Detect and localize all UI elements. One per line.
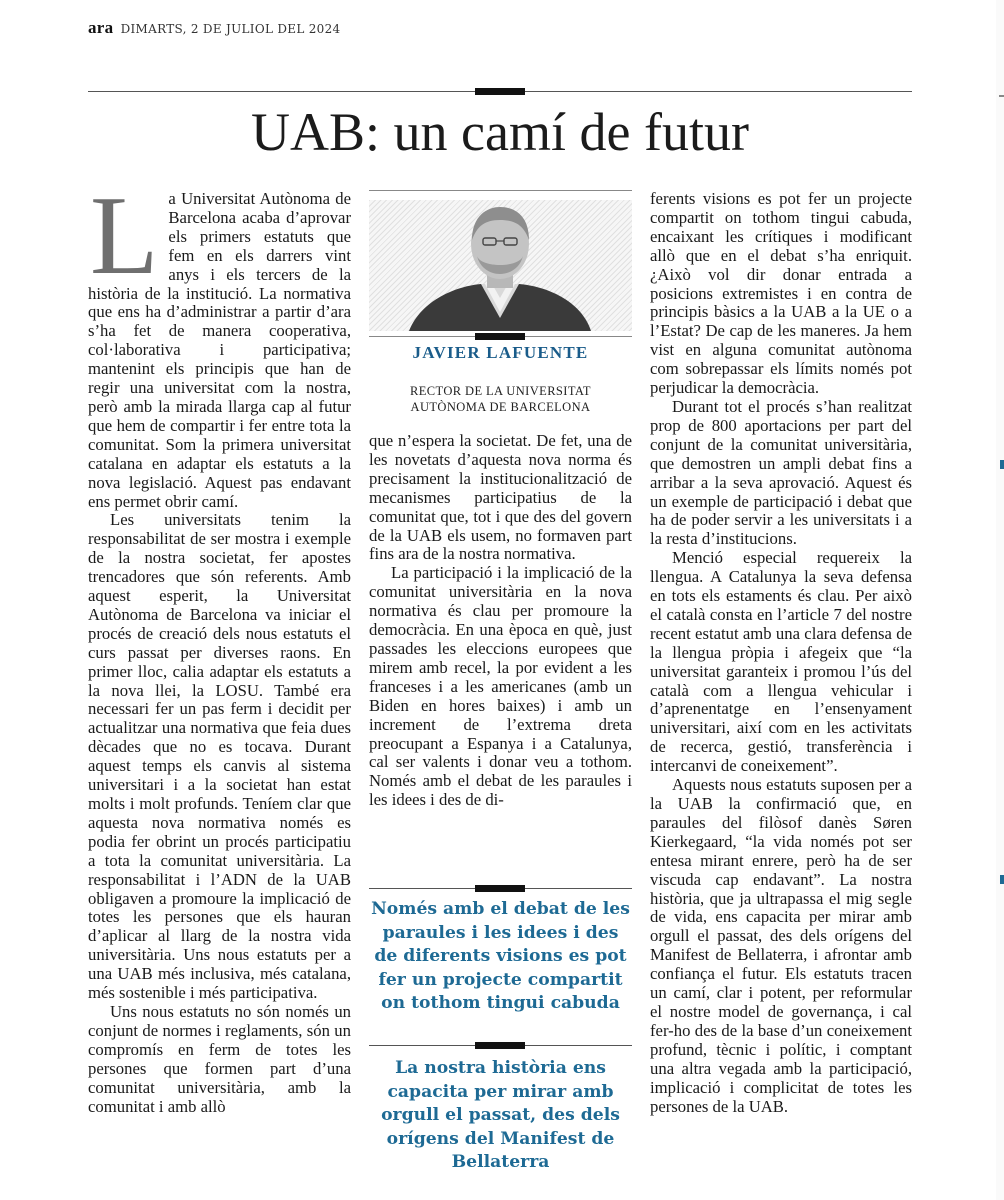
pullquote-1-accent xyxy=(475,885,525,892)
pullquote-2-accent xyxy=(475,1042,525,1049)
article-column-2 xyxy=(369,432,632,810)
author-divider-accent xyxy=(475,333,525,340)
author-name: JAVIER LAFUENTE xyxy=(412,343,589,362)
author-role xyxy=(369,383,632,415)
paragraph-4: La participació i la implicació de la comunitat universitària en la nova normativa és clau per promoure la democràcia. En una època en què, just passades les eleccions europees que mirem amb recel, la por evident a les franceses i a les americanes (amb un Biden en hores baixes) i amb un increment de l’extrema dreta preocupant a Espanya i a Catalunya, cal ser valents i donar veu a tothom. Només amb el debat de les paraules i les idees i des de di- xyxy=(369,563,632,810)
article-column-1 xyxy=(88,174,351,1116)
paragraph-1: a Universitat Autònoma de Barcelona acaba d’aprovar els primers estatuts que fem en els darrers vint anys i els tercers de la història de la institució. La normativa que ens ha d’administrar a partir d’ara s’ha fet de manera cooperativa, col·laborativa i participativa; mantenint els principis que han de regir una universitat com la nostra, però amb la mirada llarga cap al futur que hem de compartir i fer entre tota la comunitat. Som la primera universitat catalana en adaptar els estatuts a la nova legislació. Aquest pas endavant ens permet obrir camí. xyxy=(88,189,351,511)
drop-cap: L xyxy=(90,174,159,298)
author-box xyxy=(369,190,632,331)
adjacent-page-edge xyxy=(996,0,1004,1200)
author-portrait-illustration xyxy=(369,200,632,331)
newspaper-logo: ara xyxy=(88,18,114,37)
pullquote-1: Només amb el debat de les paraules i les idees i des de diferents visions es pot fer un projecte compartit on tothom tingui cabuda xyxy=(371,899,630,1014)
author-box-top-rule xyxy=(369,190,632,191)
paragraph-5: Durant tot el procés s’han realitzat prop de 800 aportacions per part del conjunt de la comunitat universitària, que demostren un ampli debat fins a arribar a la seva aprovació. Aquest és un exemple de participació i debat que ha de poder servir a les universitats i a la resta d’institucions. xyxy=(650,396,912,549)
paragraph-4-continued: ferents visions es pot fer un projecte compartit on tothom tingui cabuda, encaixant les crítiques i modificant allò que en el debat s’ha enriquit. ¿Això vol dir donar entrada a posicions extremistes i en contra de principis bàsics a la UAB a la UE o a l’Estat? De cap de les maneres. Ja hem vist en alguna comunitat autònoma com sobrepassar els límits només pot perjudicar la democràcia. xyxy=(650,189,912,398)
paragraph-3: Uns nous estatuts no són només un conjunt de normes i reglaments, són un compromís en ferm de totes les persones que formen part d’una comunitat universitària, amb la comunitat i amb allò xyxy=(88,1001,351,1116)
article-title: UAB: un camí de futur xyxy=(251,102,749,162)
paragraph-6: Menció especial requereix la llengua. A Catalunya la seva defensa en tots els estaments és clau. Per això el català consta en l’article 7 del nostre recent estatut amb una clara defensa de la llengua pròpia i afegeix que “la universitat garanteix i promou l’ús del català com a llengua vehicular i d’aprenentatge en l’ensenyament universitari, així com en les activitats de recerca, gestió, transferència i intercanvi de coneixement”. xyxy=(650,548,912,776)
issue-date: DIMARTS, 2 DE JULIOL DEL 2024 xyxy=(120,22,341,36)
paragraph-7: Aquests nous estatuts suposen per a la UAB la confirmació que, en paraules del filòsof danès Søren Kierkegaard, “la vida només pot ser entesa mirant enrere, però ha de ser viscuda cap endavant”. La nostra història, que ja ultrapassa el mig segle de vida, ens capacita per mirar amb orgull el passat, des dels orígens del Manifest de Bellaterra, i afrontar amb confiança el futur. Els estatuts tracen un camí, clar i potent, per reformular el nostre model de governança, i cal fer-ho des de la base d’un coneixement profund, tècnic i polític, i comptant una altra vegada amb la participació, implicació i complicitat de totes les persones de la UAB. xyxy=(650,775,912,1116)
paragraph-2: Les universitats tenim la responsabilitat de ser mostra i exemple de la nostra societat, fer apostes trencadores que són referents. Amb aquest esperit, la Universitat Autònoma de Barcelona va iniciar el procés de creació dels nous estatuts el curs passat per diverses raons. En primer lloc, calia adaptar els estatuts a la nova llei, la LOSU. També era necessari fer un pas ferm i decidit per actualitzar una normativa que feia dues dècades que no es tocava. Durant aquest temps els canvis al sistema universitari i a la societat han estat molts i molt profunds. Teníem clar que aquesta nova normativa només es podia fer obrint un procés participatiu a tota la comunitat universitària. La responsabilitat i l’ADN de la UAB obligaven a promoure la implicació de totes les persones que els hauran d’aplicar al llarg de la nostra vida universitària. Uns nous estatuts per a una UAB més inclusiva, més catalana, més sostenible i més participativa. xyxy=(88,510,351,1003)
paragraph-3-continued: que n’espera la societat. De fet, una de les novetats d’aquesta nova norma és precisament la institucionalització de mecanismes participatius de la comunitat que, tot i que des del govern de la UAB els usem, no formaven part fins ara de la nostra normativa. xyxy=(369,431,632,564)
author-role-line-2: AUTÒNOMA DE BARCELONA xyxy=(410,400,591,414)
author-photo xyxy=(369,200,632,331)
page-header xyxy=(88,18,340,38)
article-column-3 xyxy=(650,190,912,1116)
author-role-line-1: RECTOR DE LA UNIVERSITAT xyxy=(410,384,591,398)
title-rule-accent xyxy=(475,88,525,95)
pullquote-2: La nostra història ens capacita per mirar amb orgull el passat, des dels orígens del Manifest de Bellaterra xyxy=(381,1058,620,1173)
